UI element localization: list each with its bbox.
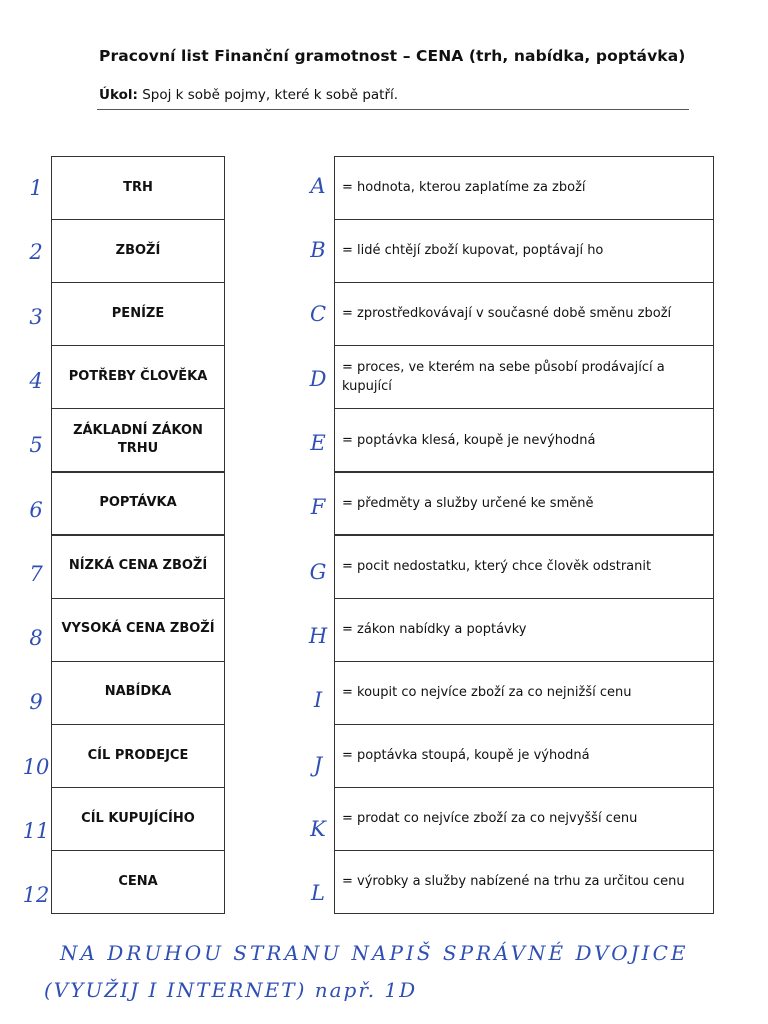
term-cell: CÍL PRODEJCE xyxy=(51,724,225,788)
terms-column xyxy=(51,157,225,914)
term-number-1: 1 xyxy=(29,176,43,200)
term-cell: CÍL KUPUJÍCÍHO xyxy=(51,787,225,851)
term-cell: NABÍDKA xyxy=(51,661,225,725)
term-cell: VYSOKÁ CENA ZBOŽÍ xyxy=(51,598,225,662)
task-instruction xyxy=(99,87,398,103)
term-number-5: 5 xyxy=(29,433,43,457)
term-cell: POTŘEBY ČLOVĚKA xyxy=(51,345,225,409)
term-number-12: 12 xyxy=(22,883,50,907)
definition-letter-d: D xyxy=(309,367,327,391)
term-cell: POPTÁVKA xyxy=(51,471,225,535)
term-number-8: 8 xyxy=(29,626,43,650)
term-number-10: 10 xyxy=(22,755,50,779)
term-number-11: 11 xyxy=(22,819,50,843)
definition-letter-l: L xyxy=(311,881,325,905)
definition-letter-e: E xyxy=(310,431,326,455)
definition-cell: = hodnota, kterou zaplatíme za zboží xyxy=(334,156,714,220)
definition-letter-j: J xyxy=(313,753,323,777)
handwritten-note-line1: NA DRUHOU STRANU NAPIŠ SPRÁVNÉ DVOJICE xyxy=(60,941,689,965)
term-cell: TRH xyxy=(51,156,225,220)
term-number-3: 3 xyxy=(29,305,43,329)
term-number-9: 9 xyxy=(29,690,43,714)
definition-letter-b: B xyxy=(310,238,326,262)
definition-cell: = pocit nedostatku, který chce člověk odstranit xyxy=(334,534,714,598)
task-label: Úkol: xyxy=(99,87,138,103)
definition-letter-h: H xyxy=(308,624,328,648)
term-cell: NÍZKÁ CENA ZBOŽÍ xyxy=(51,534,225,598)
definition-letter-k: K xyxy=(310,817,326,841)
definition-letter-a: A xyxy=(310,174,326,198)
worksheet-title: Pracovní list Finanční gramotnost – CENA (trh, nabídka, poptávka) xyxy=(99,47,686,65)
definition-cell: = lidé chtějí zboží kupovat, poptávají ho xyxy=(334,219,714,283)
definition-letter-f: F xyxy=(310,495,326,519)
definition-cell: = poptávka stoupá, koupě je výhodná xyxy=(334,724,714,788)
term-number-4: 4 xyxy=(29,369,43,393)
definition-cell: = proces, ve kterém na sebe působí prodávající a kupující xyxy=(334,345,714,409)
term-cell: ZÁKLADNÍ ZÁKON TRHU xyxy=(51,408,225,472)
definition-cell: = prodat co nejvíce zboží za co nejvyšší cenu xyxy=(334,787,714,851)
definition-cell: = poptávka klesá, koupě je nevýhodná xyxy=(334,408,714,472)
handwritten-note-line2: (VYUŽIJ I INTERNET) např. 1D xyxy=(44,978,418,1002)
term-cell: PENÍZE xyxy=(51,282,225,346)
definitions-column xyxy=(334,157,714,914)
term-cell: ZBOŽÍ xyxy=(51,219,225,283)
definition-letter-i: I xyxy=(313,688,323,712)
term-number-7: 7 xyxy=(29,562,43,586)
definition-cell: = koupit co nejvíce zboží za co nejnižší cenu xyxy=(334,661,714,725)
definition-letter-g: G xyxy=(309,560,327,584)
definition-letter-c: C xyxy=(309,302,327,326)
definition-cell: = výrobky a služby nabízené na trhu za určitou cenu xyxy=(334,850,714,914)
term-number-2: 2 xyxy=(29,240,43,264)
task-text: Spoj k sobě pojmy, které k sobě patří. xyxy=(142,87,399,103)
definition-cell: = předměty a služby určené ke směně xyxy=(334,471,714,535)
definition-cell: = zákon nabídky a poptávky xyxy=(334,598,714,662)
term-cell: CENA xyxy=(51,850,225,914)
term-number-6: 6 xyxy=(29,498,43,522)
header-divider xyxy=(97,109,689,110)
definition-cell: = zprostředkovávají v současné době směnu zboží xyxy=(334,282,714,346)
